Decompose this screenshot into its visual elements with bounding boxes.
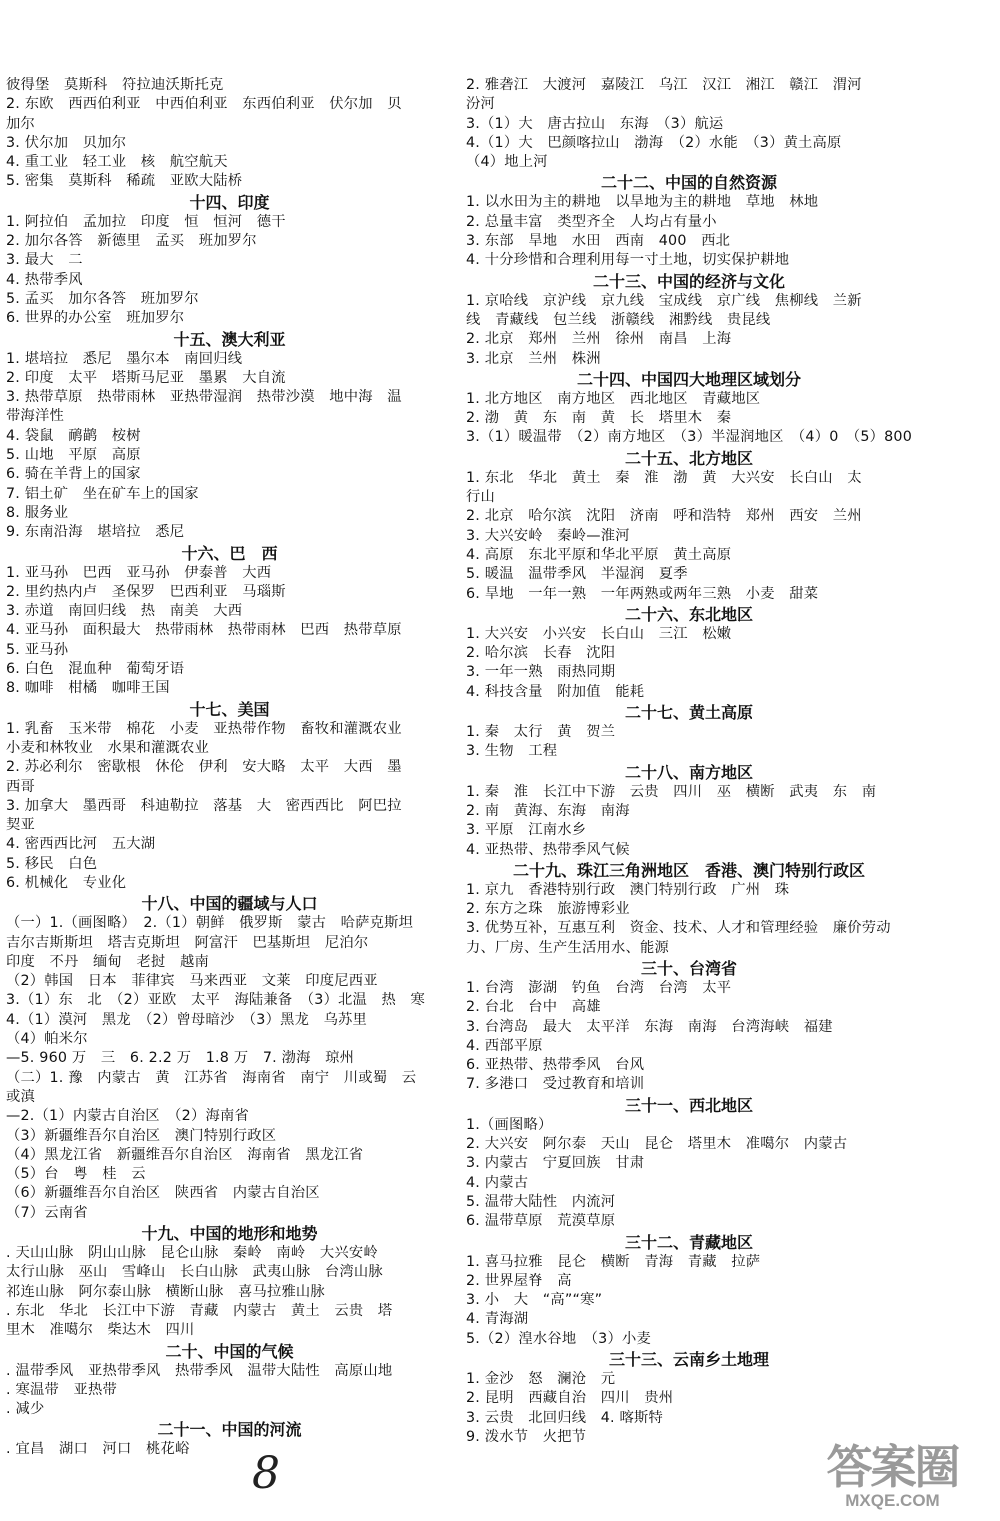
answer-line: 1. 秦 淮 长江中下游 云贵 四川 巫 横断 武夷 东 南 [466,783,877,800]
answer-line: （4）帕米尔 [6,1031,88,1048]
section-heading: 十六、巴 西 [181,543,278,563]
answer-line: 3. 优势互补，互惠互利 资金、技术、人才和管理经验 廉价劳动 [466,920,891,937]
answer-line: 6. 机械化 专业化 [6,874,127,891]
answer-line: 2. 哈尔滨 长春 沈阳 [466,645,616,662]
answer-line: 2. 雅砻江 大渡河 嘉陵江 乌江 汉江 湘江 赣江 渭河 [466,77,862,93]
answer-line: 汾河 [466,96,495,113]
answer-line: 线 青藏线 包兰线 浙赣线 湘黔线 贵昆线 [466,311,771,328]
answer-line: 3. 台湾岛 最大 太平洋 东海 南海 台湾海峡 福建 [466,1018,833,1035]
answer-line: 西哥 [6,778,35,795]
answer-line: 4. 亚热带、热带季风气候 [466,841,630,858]
section-heading: 三十二、青藏地区 [624,1232,753,1252]
answer-line: 彼得堡 莫斯科 符拉迪沃斯托克 [6,77,224,93]
answer-line: 5. 暖温 温带季风 半湿润 夏季 [466,566,688,583]
answer-line: （7）云南省 [6,1204,88,1221]
section-heading: 十五、澳大利亚 [173,329,286,349]
answer-line: 2. 里约热内卢 圣保罗 巴西利亚 马瑙斯 [6,583,286,600]
answer-line: （一）1.（画图略） 2.（1）朝鲜 俄罗斯 蒙古 哈萨克斯坦 [6,915,414,932]
answer-line: 3. 赤道 南回归线 热 南美 大西 [6,603,243,620]
answer-line: 6. 温带草原 荒漠草原 [466,1213,616,1230]
answer-line: 3. 伏尔加 贝加尔 [6,134,127,151]
answer-line: . 寒温带 亚热带 [6,1381,117,1398]
answer-line: 2. 东方之珠 旅游博彩业 [466,901,630,918]
answer-line: 2. 北京 哈尔滨 沈阳 济南 呼和浩特 郑州 西安 兰州 [466,508,862,525]
answer-line: 2. 总量丰富 类型齐全 人均占有量小 [466,213,717,230]
section-heading: 二十三、中国的经济与文化 [592,271,785,291]
answer-line: 4. 高原 东北平原和华北平原 黄土高原 [466,546,732,563]
section-heading: 三十、台湾省 [640,958,737,978]
section-heading: 二十四、中国四大地理区域划分 [576,369,801,389]
answer-line: 4. 袋鼠 鸸鹋 桉树 [6,427,141,444]
answer-line: 6. 世界的办公室 班加罗尔 [6,310,185,327]
answer-line: 3. 东部 旱地 水田 西南 400 西北 [466,233,731,250]
answer-line: （3）新疆维吾尔自治区 澳门特别行政区 [6,1127,277,1144]
answer-line: 4. 热带季风 [6,271,83,288]
answer-line: 3. 北京 兰州 株洲 [466,350,601,367]
answer-line: 6. 骑在羊背上的国家 [6,466,141,483]
answer-line: 6. 亚热带、热带季风 台风 [466,1057,645,1074]
section-heading: 二十九、珠江三角洲地区 香港、澳门特别行政区 [512,860,865,880]
answer-line: 8. 咖啡 柑橘 咖啡王国 [6,680,170,697]
answer-line: 1. 阿拉伯 孟加拉 印度 恒 恒河 德干 [6,213,286,230]
answer-line: 9. 泼水节 火把节 [466,1428,587,1445]
answer-line: 3.（1）暖温带 （2）南方地区 （3）半湿润地区 （4）0 （5）800 [466,429,912,446]
answer-line: 3.（1）东 北 （2）亚欧 太平 海陆兼备 （3）北温 热 寒 [6,992,426,1009]
answer-line: 3. 加拿大 墨西哥 科迪勒拉 落基 大 密西西比 阿巴拉 [6,797,402,814]
section-heading: 三十一、西北地区 [624,1095,753,1115]
answer-line: 1.（画图略） [466,1116,553,1133]
answer-line: 2. 台北 台中 高雄 [466,999,601,1016]
answer-line: 9. 东南沿海 堪培拉 悉尼 [6,524,185,541]
answer-line: 2. 印度 太平 塔斯马尼亚 墨累 大自流 [6,369,286,386]
answer-line: 2. 大兴安 阿尔泰 天山 昆仑 塔里木 准噶尔 内蒙古 [466,1136,848,1153]
right-answer-column [466,76,912,1447]
answer-line: . 天山山脉 阴山山脉 昆仑山脉 秦岭 南岭 大兴安岭 [6,1245,378,1262]
section-heading: 二十七、黄土高原 [624,703,753,723]
answer-line: 1. 以水田为主的耕地 以旱地为主的耕地 草地 林地 [466,194,819,211]
answer-line: 4. 亚马孙 面积最大 热带雨林 热带雨林 巴西 热带草原 [6,622,402,639]
answer-line: . 减少 [6,1401,45,1418]
watermark-url: MXQE.COM [845,1491,940,1510]
answer-line: 带海洋性 [6,408,64,425]
answer-line: 契亚 [6,817,35,834]
answer-line: 1. 东北 华北 黄土 秦 淮 渤 黄 大兴安 长白山 太 [466,469,862,486]
answer-line: 5. 亚马孙 [6,641,69,658]
answer-line: 5.（2）湟水谷地 （3）小麦 [466,1330,651,1347]
answer-line: 2. 东欧 西西伯利亚 中西伯利亚 东西伯利亚 伏尔加 贝 [6,96,402,113]
answer-line: 1. 京哈线 京沪线 京九线 宝成线 京广线 焦柳线 兰新 [466,292,862,309]
answer-line: 4. 西部平原 [466,1037,543,1054]
answer-line: 印度 不丹 缅甸 老挝 越南 [6,953,209,970]
answer-line: 3. 大兴安岭 秦岭—淮河 [466,527,630,544]
answer-line: 祁连山脉 阿尔泰山脉 横断山脉 喜马拉雅山脉 [6,1283,325,1300]
answer-line: 4.（1）大 巴颜喀拉山 渤海 （2）水能 （3）黄土高原 [466,134,842,151]
answer-line: 3. 云贵 北回归线 4. 喀斯特 [466,1409,664,1426]
watermark [790,1442,995,1512]
answer-line: 4. 密西西比河 五大湖 [6,836,156,853]
left-answer-column [6,76,453,1460]
answer-line: 6. 旱地 一年一熟 一年两熟或两年三熟 小麦 甜菜 [466,585,819,602]
answer-line: （5）台 粤 桂 云 [6,1166,146,1183]
answer-line: 4.（1）漠河 黑龙 （2）曾母暗沙 （3）黑龙 乌苏里 [6,1011,368,1028]
answer-line: 1. 乳畜 玉米带 棉花 小麦 亚热带作物 畜牧和灌溉农业 [6,720,402,737]
answer-line: 2. 南 黄海、东海 南海 [466,802,630,819]
answer-line: （二）1. 豫 内蒙古 黄 江苏省 海南省 南宁 川或蜀 云 [6,1069,417,1086]
answer-line: 4. 重工业 轻工业 核 航空航天 [6,154,228,171]
answer-line: —2.（1）内蒙古自治区 （2）海南省 [6,1108,249,1125]
section-heading: 十九、中国的地形和地势 [141,1224,318,1244]
answer-line: 太行山脉 巫山 雪峰山 长白山脉 武夷山脉 台湾山脉 [6,1264,383,1281]
answer-line: —5. 960 万 三 6. 2.2 万 1.8 万 7. 渤海 琼州 [6,1050,355,1067]
answer-line: （4）黑龙江省 新疆维吾尔自治区 海南省 黑龙江省 [6,1146,364,1163]
answer-line: 或滇 [6,1088,35,1105]
answer-line: 3. 一年一熟 雨热同期 [466,664,616,681]
answer-line: 3. 生物 工程 [466,743,558,760]
answer-line: 2. 世界屋脊 高 [466,1272,572,1289]
answer-line: . 东北 华北 长江中下游 青藏 内蒙古 黄土 云贵 塔 [6,1302,393,1319]
answer-line: 3. 小 大 “高”“寒” [466,1292,603,1309]
answer-line: 4. 内蒙古 [466,1174,529,1191]
answer-line: 5. 移民 白色 [6,855,98,872]
answer-line: （6）新疆维吾尔自治区 陕西省 内蒙古自治区 [6,1185,320,1202]
answer-line: 4. 青海湖 [466,1311,529,1328]
answer-line: 1. 台湾 澎湖 钓鱼 台湾 台湾 太平 [466,979,732,996]
answer-line: 2. 苏必利尔 密歇根 休伦 伊利 安大略 太平 大西 墨 [6,759,402,776]
section-heading: 二十二、中国的自然资源 [600,173,777,193]
answer-line: . 宜昌 湖口 河口 桃花峪 [6,1441,190,1458]
answer-line: 1. 亚马孙 巴西 亚马孙 伊泰普 大西 [6,564,272,581]
answer-line: 8. 服务业 [6,504,69,521]
answer-line: 7. 多港口 受过教育和培训 [466,1076,645,1093]
section-heading: 二十一、中国的河流 [157,1420,302,1440]
section-heading: 二十八、南方地区 [624,762,753,782]
answer-line: 吉尔吉斯斯坦 塔吉克斯坦 阿富汗 巴基斯坦 尼泊尔 [6,934,369,951]
answer-line: 3. 平原 江南水乡 [466,822,587,839]
answer-line: 3. 热带草原 热带雨林 亚热带湿润 热带沙漠 地中海 温 [6,389,402,406]
answer-line: 1. 喜马拉雅 昆仑 横断 青海 青藏 拉萨 [466,1253,761,1270]
answer-line: 1. 秦 太行 黄 贺兰 [466,724,616,741]
page-number: 8 [252,1448,280,1499]
answer-line: 5. 孟买 加尔各答 班加罗尔 [6,290,199,307]
answer-line: 小麦和林牧业 水果和灌溉农业 [6,739,209,756]
answer-line: 5. 山地 平原 高原 [6,447,141,464]
answer-line: 1. 堪培拉 悉尼 墨尔本 南回归线 [6,350,243,367]
answer-line: 2. 加尔各答 新德里 孟买 班加罗尔 [6,233,257,250]
section-heading: 十四、印度 [189,192,270,212]
answer-line: 里木 准噶尔 柴达木 四川 [6,1322,195,1339]
answer-line: 6. 白色 混血种 葡萄牙语 [6,661,185,678]
answer-line: 3.（1）大 唐古拉山 东海 （3）航运 [466,115,724,132]
answer-line: （4）地上河 [466,154,548,171]
answer-line: 2. 北京 郑州 兰州 徐州 南昌 上海 [466,331,732,348]
section-heading: 二十五、北方地区 [624,448,753,468]
answer-line: （2）韩国 日本 菲律宾 马来西亚 文莱 印度尼西亚 [6,973,378,990]
answer-line: 1. 北方地区 南方地区 西北地区 青藏地区 [466,390,761,407]
answer-line: 3. 内蒙古 宁夏回族 甘肃 [466,1155,645,1172]
answer-line: 7. 铝土矿 坐在矿车上的国家 [6,485,199,502]
answer-line: 3. 最大 二 [6,252,83,269]
answer-line: 4. 十分珍惜和合理利用每一寸土地，切实保护耕地 [466,252,790,269]
section-heading: 二十、中国的气候 [165,1341,294,1361]
answer-line: . 温带季风 亚热带季风 热带季风 温带大陆性 高原山地 [6,1362,393,1379]
section-heading: 十八、中国的疆域与人口 [141,894,318,914]
answer-line: 1. 京九 香港特别行政 澳门特别行政 广州 珠 [466,881,790,898]
answer-line: 1. 金沙 怒 澜沧 元 [466,1371,616,1388]
watermark-logo: 答案圈 [826,1441,959,1493]
answer-line: 2. 昆明 西藏自治 四川 贵州 [466,1390,674,1407]
answer-line: 力、厂房、生产生活用水、能源 [466,939,669,956]
answer-line: 5. 温带大陆性 内流河 [466,1193,616,1210]
answer-line: 加尔 [6,115,35,132]
answer-line: 2. 渤 黄 东 南 黄 长 塔里木 秦 [466,410,732,427]
answer-line: 4. 科技含量 附加值 能耗 [466,683,645,700]
answer-line: 1. 大兴安 小兴安 长白山 三江 松嫩 [466,625,732,642]
section-heading: 十七、美国 [189,699,270,719]
answer-line: 5. 密集 莫斯科 稀疏 亚欧大陆桥 [6,173,243,190]
section-heading: 三十三、云南乡土地理 [608,1350,769,1370]
answer-line: 行山 [466,489,495,506]
section-heading: 二十六、东北地区 [624,604,753,624]
